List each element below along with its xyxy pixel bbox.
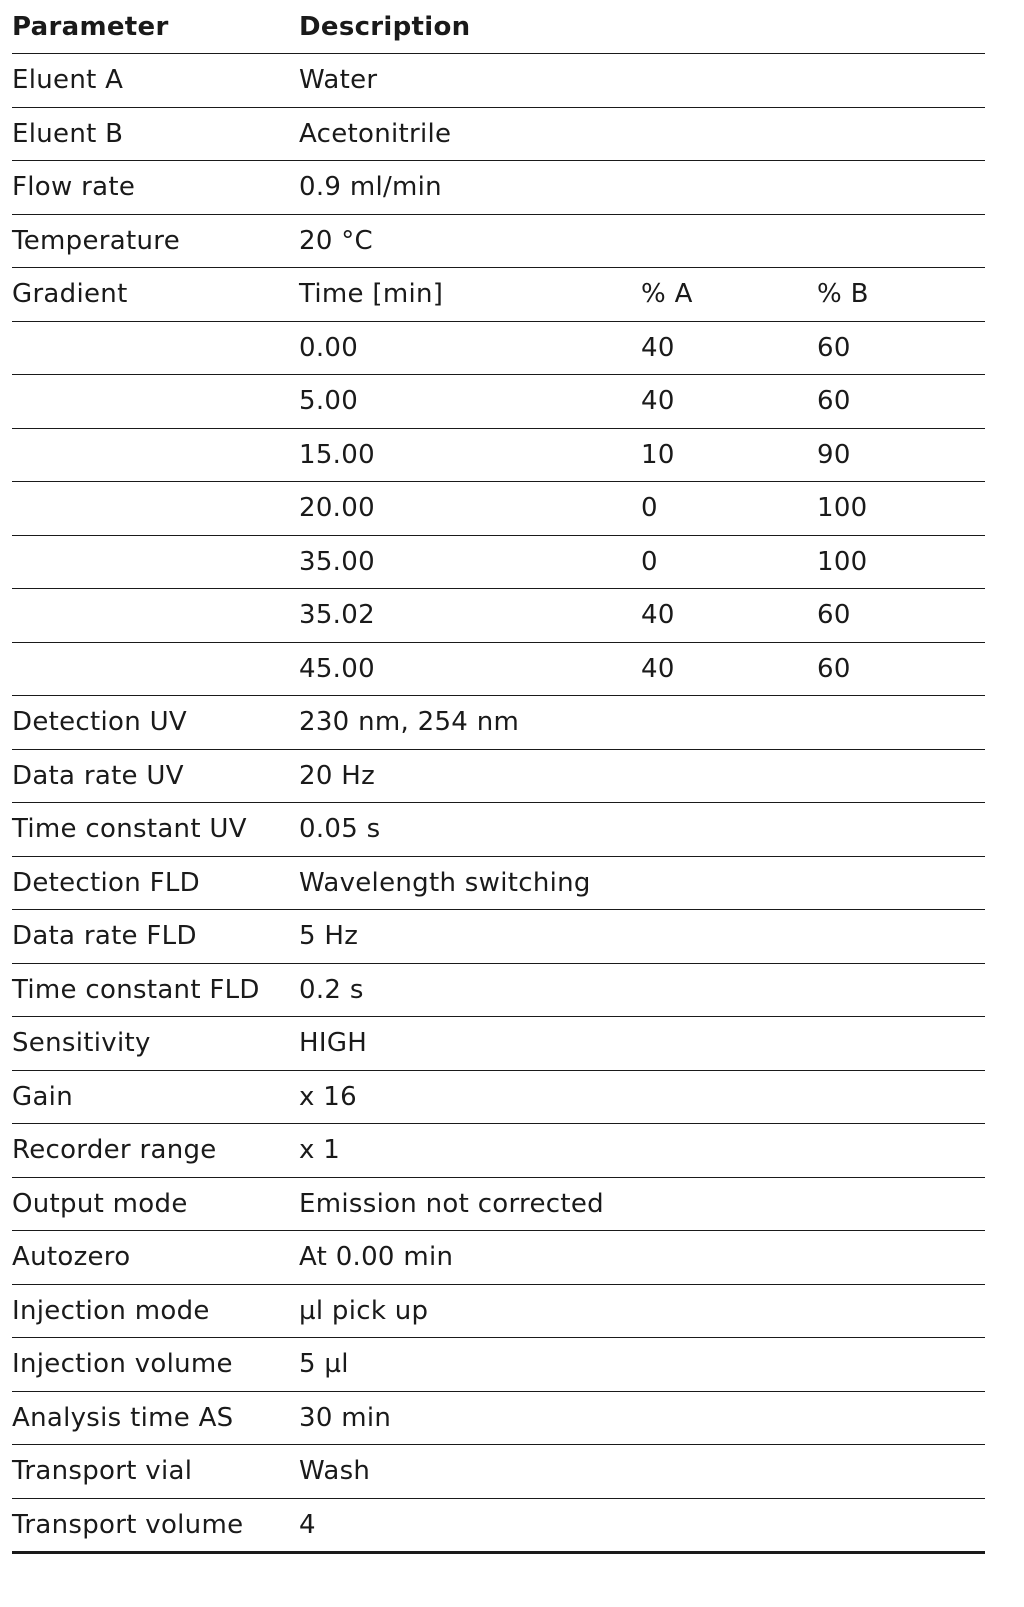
table-row <box>12 910 985 964</box>
table-row <box>12 696 985 750</box>
gradient-step-row <box>12 429 985 483</box>
gradient-a-cell: 10 <box>641 439 675 470</box>
table-row <box>12 1231 985 1285</box>
gradient-step-row <box>12 536 985 590</box>
gradient-a-cell: 0 <box>641 546 658 577</box>
gradient-b-cell: 100 <box>817 493 868 524</box>
gradient-time-cell: 15.00 <box>299 439 375 470</box>
parameter-cell: Gain <box>12 1081 73 1112</box>
gradient-step-row <box>12 482 985 536</box>
gradient-step-row <box>12 375 985 429</box>
description-cell: Acetonitrile <box>299 118 452 149</box>
table-row <box>12 857 985 911</box>
description-cell: µl pick up <box>299 1295 429 1326</box>
table-row <box>12 1338 985 1392</box>
gradient-a-cell: 40 <box>641 386 675 417</box>
gradient-header-row <box>12 268 985 322</box>
description-cell: 20 °C <box>299 225 374 256</box>
parameter-cell: Analysis time AS <box>12 1402 234 1433</box>
gradient-b-cell: 100 <box>817 546 868 577</box>
table-row <box>12 1392 985 1446</box>
description-cell: 5 µl <box>299 1349 349 1380</box>
gradient-step-row <box>12 322 985 376</box>
gradient-time-cell: 5.00 <box>299 386 359 417</box>
gradient-b-cell: 60 <box>817 332 851 363</box>
gradient-label: Gradient <box>12 279 128 310</box>
table-row <box>12 54 985 108</box>
table-row <box>12 1071 985 1125</box>
gradient-time-cell: 20.00 <box>299 493 375 524</box>
table-row <box>12 1285 985 1339</box>
description-cell: Wash <box>299 1456 371 1487</box>
table-row <box>12 1178 985 1232</box>
description-cell: At 0.00 min <box>299 1242 454 1273</box>
parameter-cell: Detection FLD <box>12 867 200 898</box>
table-row <box>12 1445 985 1499</box>
description-cell: Water <box>299 65 378 96</box>
gradient-time-cell: 0.00 <box>299 332 359 363</box>
parameter-cell: Detection UV <box>12 707 187 738</box>
table-row <box>12 964 985 1018</box>
gradient-time-cell: 35.00 <box>299 546 375 577</box>
parameter-cell: Transport vial <box>12 1456 193 1487</box>
parameter-cell: Temperature <box>12 225 180 256</box>
description-cell: Wavelength switching <box>299 867 591 898</box>
description-cell: Emission not corrected <box>299 1188 604 1219</box>
gradient-b-cell: 60 <box>817 653 851 684</box>
table-row <box>12 1499 985 1554</box>
parameter-cell: Data rate UV <box>12 760 184 791</box>
description-cell: 0.2 s <box>299 974 364 1005</box>
table-row <box>12 750 985 804</box>
parameter-cell: Injection volume <box>12 1349 233 1380</box>
description-cell: HIGH <box>299 1028 368 1059</box>
gradient-b-cell: 60 <box>817 600 851 631</box>
parameter-cell: Time constant UV <box>12 814 247 845</box>
gradient-col-b: % B <box>817 279 869 310</box>
gradient-b-cell: 90 <box>817 439 851 470</box>
table-row <box>12 108 985 162</box>
description-cell: 20 Hz <box>299 760 376 791</box>
table-row <box>12 803 985 857</box>
gradient-col-a: % A <box>641 279 693 310</box>
gradient-a-cell: 40 <box>641 332 675 363</box>
description-cell: x 1 <box>299 1135 341 1166</box>
description-cell: 5 Hz <box>299 921 359 952</box>
parameter-cell: Data rate FLD <box>12 921 197 952</box>
gradient-step-row <box>12 643 985 697</box>
description-cell: 0.9 ml/min <box>299 172 442 203</box>
gradient-time-cell: 35.02 <box>299 600 375 631</box>
parameter-cell: Transport volume <box>12 1509 244 1540</box>
parameter-cell: Time constant FLD <box>12 974 260 1005</box>
table-header-row <box>12 0 985 54</box>
table-row <box>12 215 985 269</box>
parameter-cell: Eluent A <box>12 65 124 96</box>
parameter-cell: Flow rate <box>12 172 136 203</box>
table-row <box>12 1124 985 1178</box>
table-row <box>12 1017 985 1071</box>
parameter-cell: Output mode <box>12 1188 188 1219</box>
parameter-cell: Recorder range <box>12 1135 217 1166</box>
table-row <box>12 161 985 215</box>
gradient-b-cell: 60 <box>817 386 851 417</box>
header-description: Description <box>299 11 471 42</box>
description-cell: 230 nm, 254 nm <box>299 707 520 738</box>
gradient-step-row <box>12 589 985 643</box>
description-cell: 4 <box>299 1509 316 1540</box>
header-parameter: Parameter <box>12 11 169 42</box>
gradient-a-cell: 0 <box>641 493 658 524</box>
parameter-cell: Eluent B <box>12 118 124 149</box>
description-cell: x 16 <box>299 1081 357 1112</box>
method-parameters-table <box>12 0 985 1554</box>
gradient-a-cell: 40 <box>641 653 675 684</box>
gradient-a-cell: 40 <box>641 600 675 631</box>
parameter-cell: Autozero <box>12 1242 131 1273</box>
description-cell: 30 min <box>299 1402 392 1433</box>
description-cell: 0.05 s <box>299 814 381 845</box>
parameter-cell: Sensitivity <box>12 1028 151 1059</box>
gradient-col-time: Time [min] <box>299 279 444 310</box>
gradient-time-cell: 45.00 <box>299 653 375 684</box>
parameter-cell: Injection mode <box>12 1295 210 1326</box>
